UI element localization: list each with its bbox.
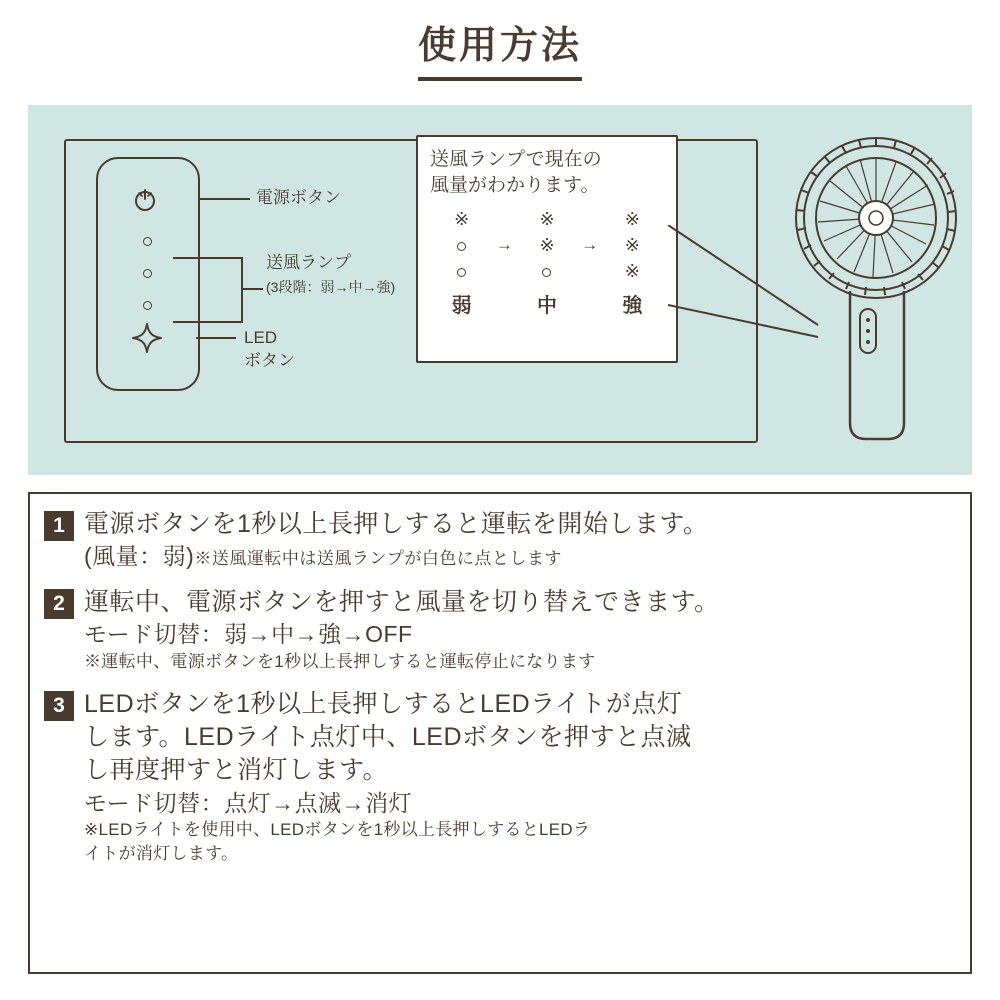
power-icon: [132, 187, 158, 213]
step-1-number: 1: [44, 511, 74, 541]
lamp-r2-c3: ※: [624, 234, 640, 255]
lamp-row-3: [430, 258, 664, 284]
step-3-note-1: ※LEDライトを使用中、LEDボタンを1秒以上長押しするとLEDラ: [84, 820, 591, 840]
step-2-line-1: 運転中、電源ボタンを押すと風量を切り替えできます。: [84, 588, 720, 617]
lamp-label-medium: 中: [536, 295, 557, 318]
wind-lamp-dot-1: [143, 237, 152, 246]
label-power-button: 電源ボタン: [256, 188, 341, 207]
led-sparkle-icon: [130, 321, 164, 355]
label-led-button-line2: ボタン: [244, 351, 295, 370]
lamp-off-dot: [457, 268, 466, 277]
step-2-number: 2: [44, 589, 74, 619]
explainer-line-1: 送風ランプで現在の: [430, 149, 602, 170]
leader-line-lamp-top: [173, 257, 243, 259]
step-2: [44, 586, 960, 674]
lamp-r2-c1: [430, 232, 493, 258]
leader-line-lamp-out: [241, 288, 263, 290]
label-led-button-line1: LED: [244, 328, 278, 347]
lamp-row-1: [430, 206, 664, 232]
step-3-line-4: モード切替：点灯→点滅→消灯: [84, 789, 413, 816]
lamp-r2-arrow-2: →: [581, 235, 599, 255]
step-3: [44, 688, 960, 866]
page-title: 使用方法: [418, 14, 582, 81]
page-title-wrap: [0, 14, 1000, 81]
step-1-line-2: (風量：弱): [84, 543, 195, 570]
handheld-fan-illustration: [788, 123, 968, 453]
step-1-line-1: 電源ボタンを1秒以上長押しすると運転を開始します。: [84, 510, 709, 538]
label-wind-lamp: 送風ランプ: [266, 253, 351, 272]
lamp-r1-arrow-1: [493, 206, 515, 232]
lamp-r1-c2: ※: [539, 208, 555, 229]
wind-lamp-dot-2: [143, 269, 152, 278]
step-2-body: [84, 586, 960, 674]
lamp-r3-c3: ※: [624, 260, 640, 281]
lamp-label-strong: 強: [622, 295, 643, 318]
step-3-number: 3: [44, 691, 74, 721]
control-panel-illustration: [96, 157, 200, 391]
step-1-body: [84, 508, 960, 572]
lamp-label-weak: 弱: [451, 295, 472, 318]
lamp-r3-arrow-1: [493, 258, 515, 284]
leader-line-lamp-bottom: [173, 321, 243, 323]
lamp-r2-c2: ※: [539, 234, 555, 255]
leader-line-led: [196, 337, 236, 339]
step-1-line-2-note: ※送風運転中は送風ランプが白色に点とします: [194, 549, 562, 569]
explainer-line-2: 風量がわかります。: [430, 174, 600, 196]
leader-line-power: [198, 198, 250, 200]
step-2-line-2: モード切替：弱→中→強→OFF: [84, 621, 413, 648]
step-3-line-2: します。LEDライト点灯中、LEDボタンを押すと点滅: [84, 723, 692, 752]
lamp-r2-arrow-1: →: [495, 235, 513, 255]
lamp-off-dot: [542, 268, 551, 277]
lamp-r1-arrow-2: [579, 206, 601, 232]
step-1: [44, 508, 960, 572]
lamp-r3-c2: [515, 258, 578, 284]
lamp-row-labels: [430, 284, 664, 318]
lamp-off-dot: [457, 242, 466, 251]
lamp-r1-c3: ※: [624, 208, 640, 229]
lamp-state-table: [430, 206, 664, 318]
steps-box: [28, 492, 972, 974]
leader-line-lamp-vert: [241, 257, 243, 323]
diagram-panel: [28, 105, 972, 475]
step-2-note: ※運転中、電源ボタンを1秒以上長押しすると運転停止になります: [84, 652, 596, 672]
wind-lamp-explainer: [416, 135, 678, 363]
step-3-line-1: LEDボタンを1秒以上長押しするとLEDライトが点灯: [84, 689, 683, 718]
label-wind-lamp-sub: (3段階：弱→中→強): [266, 279, 396, 295]
step-3-note-2: イトが消灯します。: [84, 844, 239, 864]
wind-lamp-dot-3: [143, 301, 152, 310]
lamp-r1-c1: ※: [454, 208, 470, 229]
lamp-r3-arrow-2: [579, 258, 601, 284]
step-3-body: [84, 688, 960, 866]
step-3-line-3: し再度押すと消灯します。: [84, 756, 389, 785]
lamp-r3-c1: [430, 258, 493, 284]
lamp-row-2: [430, 232, 664, 258]
step-1-line-2-wrap: [84, 541, 960, 572]
